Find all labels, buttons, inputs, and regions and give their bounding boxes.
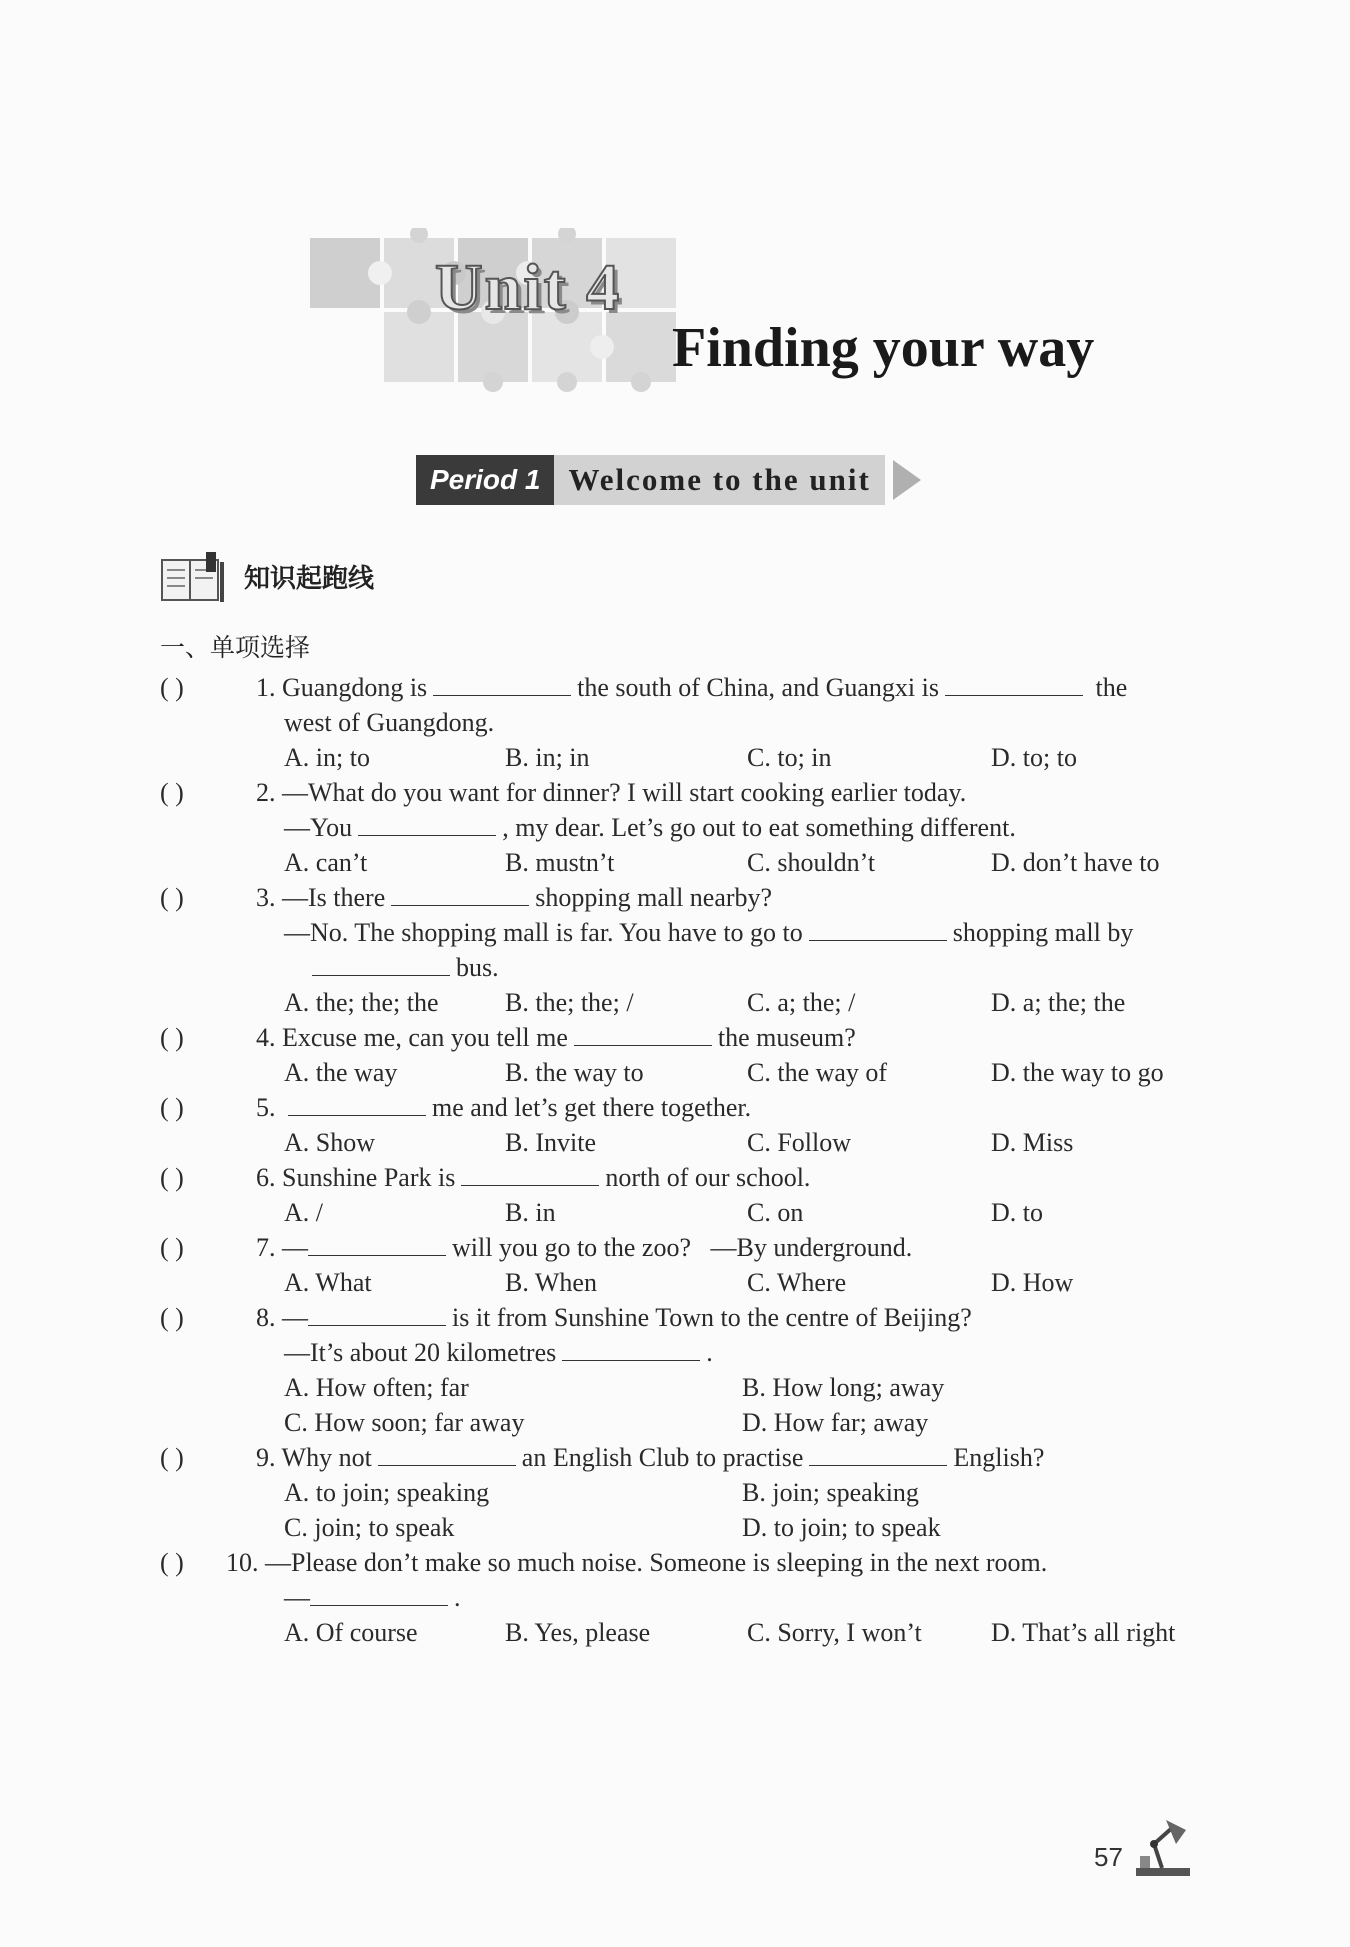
section-heading: 知识起跑线 xyxy=(244,564,375,594)
option-c[interactable]: C. on xyxy=(747,1198,804,1227)
question-text: the xyxy=(1095,673,1128,702)
option-c[interactable]: C. Follow xyxy=(747,1128,852,1157)
question-text: —Is there xyxy=(282,883,386,912)
answer-bracket[interactable]: ( ) xyxy=(160,883,184,912)
question-text: an English Club to practise xyxy=(521,1443,804,1472)
option-b[interactable]: B. in; in xyxy=(505,743,590,772)
answer-bracket[interactable]: ( ) xyxy=(160,1443,184,1472)
option-c[interactable]: C. to; in xyxy=(747,743,832,772)
option-d[interactable]: D. to; to xyxy=(991,743,1077,772)
question-number: 8. xyxy=(256,1303,276,1332)
answer-blank[interactable] xyxy=(358,813,496,836)
option-d[interactable]: D. to join; to speak xyxy=(742,1513,941,1542)
unit-title: Unit 4 xyxy=(435,251,622,324)
option-b[interactable]: B. mustn’t xyxy=(505,848,615,877)
question-text: the south of China, and Guangxi is xyxy=(577,673,939,702)
option-b[interactable]: B. Yes, please xyxy=(505,1618,651,1647)
question-number: 4. xyxy=(256,1023,276,1052)
options-row xyxy=(284,1265,1200,1300)
option-a[interactable]: A. What xyxy=(284,1268,372,1297)
option-c[interactable]: C. a; the; / xyxy=(747,988,856,1017)
answer-bracket[interactable]: ( ) xyxy=(160,673,184,702)
option-d[interactable]: D. How xyxy=(991,1268,1074,1297)
answer-blank[interactable] xyxy=(433,673,571,696)
question-text: — xyxy=(284,1583,310,1612)
period-banner xyxy=(416,455,921,505)
option-d[interactable]: D. a; the; the xyxy=(991,988,1126,1017)
option-a[interactable]: A. in; to xyxy=(284,743,370,772)
option-d[interactable]: D. How far; away xyxy=(742,1408,929,1437)
option-a[interactable]: A. Of course xyxy=(284,1618,418,1647)
question-text: bus. xyxy=(456,953,499,982)
option-b[interactable]: B. Invite xyxy=(505,1128,596,1157)
desk-lamp-icon xyxy=(1132,1818,1194,1878)
question-number: 3. xyxy=(256,883,276,912)
question-text: will you go to the zoo? xyxy=(452,1233,692,1262)
option-c[interactable]: C. shouldn’t xyxy=(747,848,876,877)
options-row xyxy=(284,985,1200,1020)
answer-blank[interactable] xyxy=(461,1163,599,1186)
option-a[interactable]: A. Show xyxy=(284,1128,376,1157)
question-text: — xyxy=(282,1303,308,1332)
question-text: west of Guangdong. xyxy=(284,708,495,737)
question-text: Sunshine Park is xyxy=(282,1163,456,1192)
question-text: Why not xyxy=(281,1443,372,1472)
question-text: —No. The shopping mall is far. You have to go to xyxy=(284,918,803,947)
answer-blank[interactable] xyxy=(308,1303,446,1326)
answer-bracket[interactable]: ( ) xyxy=(160,1303,184,1332)
question-4 xyxy=(160,1020,1200,1090)
question-6 xyxy=(160,1160,1200,1230)
answer-blank[interactable] xyxy=(945,673,1083,696)
option-c[interactable]: C. Sorry, I won’t xyxy=(747,1618,922,1647)
question-text: Excuse me, can you tell me xyxy=(282,1023,568,1052)
options-row xyxy=(284,1055,1200,1090)
question-number: 5. xyxy=(256,1093,276,1122)
question-number: 2. xyxy=(256,778,276,807)
period-label: Period 1 xyxy=(416,455,554,505)
question-text: —You xyxy=(284,813,353,842)
option-a[interactable]: A. / xyxy=(284,1198,323,1227)
option-c[interactable]: C. the way of xyxy=(747,1058,888,1087)
question-text: —What do you want for dinner? I will start cooking earlier today. xyxy=(282,778,967,807)
option-d[interactable]: D. Miss xyxy=(991,1128,1074,1157)
question-1 xyxy=(160,670,1200,775)
question-text: . xyxy=(706,1338,713,1367)
answer-bracket[interactable]: ( ) xyxy=(160,1093,184,1122)
question-text: . xyxy=(454,1583,461,1612)
option-b[interactable]: B. How long; away xyxy=(742,1373,945,1402)
options-row xyxy=(284,1195,1200,1230)
options-row xyxy=(284,1510,1200,1545)
question-text: the museum? xyxy=(717,1023,856,1052)
book-icon xyxy=(160,552,226,604)
option-b[interactable]: B. When xyxy=(505,1268,597,1297)
question-text: —By underground. xyxy=(710,1233,913,1262)
option-a[interactable]: A. the; the; the xyxy=(284,988,439,1017)
option-a[interactable]: A. How often; far xyxy=(284,1373,469,1402)
option-d[interactable]: D. don’t have to xyxy=(991,848,1160,877)
answer-blank[interactable] xyxy=(562,1338,700,1361)
answer-blank[interactable] xyxy=(310,1583,448,1606)
option-b[interactable]: B. the way to xyxy=(505,1058,644,1087)
question-text: , my dear. Let’s go out to eat something different. xyxy=(502,813,1016,842)
answer-blank[interactable] xyxy=(378,1443,516,1466)
option-c[interactable]: C. Where xyxy=(747,1268,847,1297)
answer-blank[interactable] xyxy=(809,918,947,941)
options-row xyxy=(284,1475,1200,1510)
options-row xyxy=(284,845,1200,880)
options-row xyxy=(284,1405,1200,1440)
question-3 xyxy=(160,880,1200,1020)
option-d[interactable]: D. That’s all right xyxy=(991,1618,1176,1647)
answer-blank[interactable] xyxy=(308,1233,446,1256)
question-number: 9. xyxy=(256,1443,276,1472)
question-number: 6. xyxy=(256,1163,276,1192)
answer-blank[interactable] xyxy=(574,1023,712,1046)
answer-bracket[interactable]: ( ) xyxy=(160,1548,184,1577)
option-c[interactable]: C. How soon; far away xyxy=(284,1408,525,1437)
question-text: —Please don’t make so much noise. Someone is sleeping in the next room. xyxy=(265,1548,1048,1577)
options-row xyxy=(284,1125,1200,1160)
question-text: — xyxy=(282,1233,308,1262)
question-number: 10. xyxy=(226,1548,259,1577)
question-10 xyxy=(160,1545,1200,1650)
option-d[interactable]: D. the way to go xyxy=(991,1058,1164,1087)
option-a[interactable]: A. the way xyxy=(284,1058,398,1087)
option-b[interactable]: B. join; speaking xyxy=(742,1478,919,1507)
page-number: 57 xyxy=(1094,1842,1123,1872)
question-number: 7. xyxy=(256,1233,276,1262)
arrow-icon xyxy=(893,460,921,500)
question-text: me and let’s get there together. xyxy=(432,1093,752,1122)
question-text: shopping mall nearby? xyxy=(535,883,773,912)
option-c[interactable]: C. join; to speak xyxy=(284,1513,455,1542)
options-row xyxy=(284,740,1200,775)
period-title: Welcome to the unit xyxy=(554,455,884,505)
answer-blank[interactable] xyxy=(809,1443,947,1466)
option-b[interactable]: B. in xyxy=(505,1198,556,1227)
answer-bracket[interactable]: ( ) xyxy=(160,1233,184,1262)
options-row xyxy=(284,1615,1200,1650)
question-7 xyxy=(160,1230,1200,1300)
question-text: —It’s about 20 kilometres xyxy=(284,1338,557,1367)
question-text: is it from Sunshine Town to the centre of Beijing? xyxy=(452,1303,972,1332)
part-heading: 一、单项选择 xyxy=(160,633,311,662)
question-text: English? xyxy=(953,1443,1045,1472)
question-text: north of our school. xyxy=(605,1163,811,1192)
option-d[interactable]: D. to xyxy=(991,1198,1043,1227)
answer-blank[interactable] xyxy=(312,953,450,976)
question-number: 1. xyxy=(256,673,276,702)
question-text: Guangdong is xyxy=(282,673,428,702)
question-5 xyxy=(160,1090,1200,1160)
answer-bracket[interactable]: ( ) xyxy=(160,778,184,807)
option-b[interactable]: B. the; the; / xyxy=(505,988,634,1017)
question-list xyxy=(160,670,1200,1650)
answer-blank[interactable] xyxy=(391,883,529,906)
page-title: Finding your way xyxy=(672,317,1095,379)
option-a[interactable]: A. to join; speaking xyxy=(284,1478,490,1507)
answer-bracket[interactable]: ( ) xyxy=(160,1163,184,1192)
options-row xyxy=(284,1370,1200,1405)
question-2 xyxy=(160,775,1200,880)
answer-blank[interactable] xyxy=(288,1093,426,1116)
question-9 xyxy=(160,1440,1200,1545)
answer-bracket[interactable]: ( ) xyxy=(160,1023,184,1052)
question-8 xyxy=(160,1300,1200,1440)
question-text: shopping mall by xyxy=(952,918,1134,947)
option-a[interactable]: A. can’t xyxy=(284,848,368,877)
